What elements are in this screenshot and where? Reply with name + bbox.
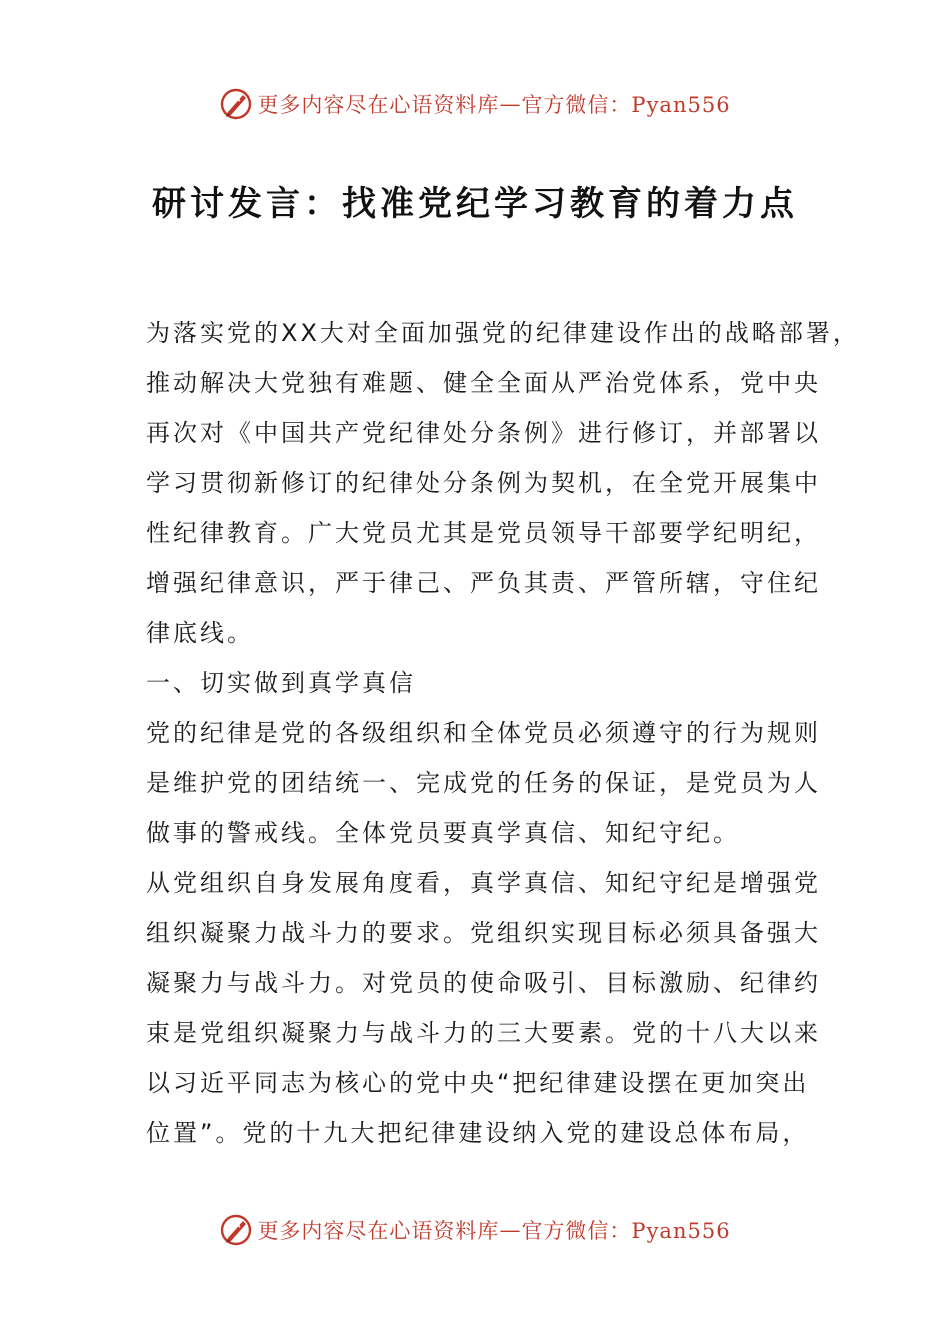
pen-logo-icon <box>219 1213 253 1247</box>
paragraph <box>146 858 836 1158</box>
text-line: 以习近平同志为核心的党中央“把纪律建设摆在更加突出 <box>146 1069 810 1097</box>
text-line: 从党组织自身发展角度看，真学真信、知纪守纪是增强党 <box>146 869 821 897</box>
text-line: 律底线。 <box>146 619 254 647</box>
banner-dash: — <box>499 1218 522 1242</box>
text-line: 增强纪律意识，严于律己、严负其责、严管所辖，守住纪 <box>146 569 821 597</box>
header-banner <box>0 84 950 124</box>
document-body <box>146 308 860 1158</box>
text-line: 学习贯彻新修订的纪律处分条例为契机，在全党开展集中 <box>146 469 821 497</box>
text-line: 组织凝聚力战斗力的要求。党组织实现目标必须具备强大 <box>146 919 821 947</box>
paragraph <box>146 308 860 658</box>
document-title: 研讨发言：找准党纪学习教育的着力点 <box>152 184 798 224</box>
pen-logo-icon <box>219 87 253 121</box>
footer-banner <box>0 1210 950 1250</box>
text-line: 再次对《中国共产党纪律处分条例》进行修订，并部署以 <box>146 419 821 447</box>
text-line: 束是党组织凝聚力与战斗力的三大要素。党的十八大以来 <box>146 1019 821 1047</box>
text-line: 性纪律教育。广大党员尤其是党员领导干部要学纪明纪， <box>146 519 821 547</box>
text-line: 凝聚力与战斗力。对党员的使命吸引、目标激励、纪律约 <box>146 969 821 997</box>
text-line: 位置”。党的十九大把纪律建设纳入党的建设总体布局， <box>146 1119 810 1147</box>
section-heading <box>146 658 836 708</box>
banner-dash: — <box>499 92 522 116</box>
banner-text: 更多内容尽在心语资料库 <box>257 1219 500 1243</box>
banner-wechat: 官方微信：Pyan556 <box>521 1219 731 1243</box>
text-line: 做事的警戒线。全体党员要真学真信、知纪守纪。 <box>146 819 740 847</box>
text-line: 推动解决大党独有难题、健全全面从严治党体系，党中央 <box>146 369 821 397</box>
banner-wechat: 官方微信：Pyan556 <box>521 93 731 117</box>
text-line: 一、切实做到真学真信 <box>146 669 416 697</box>
text-line: 为落实党的XX大对全面加强党的纪律建设作出的战略部署， <box>146 319 860 347</box>
paragraph <box>146 708 836 858</box>
text-line: 党的纪律是党的各级组织和全体党员必须遵守的行为规则 <box>146 719 821 747</box>
text-line: 是维护党的团结统一、完成党的任务的保证，是党员为人 <box>146 769 821 797</box>
banner-text: 更多内容尽在心语资料库 <box>257 93 500 117</box>
